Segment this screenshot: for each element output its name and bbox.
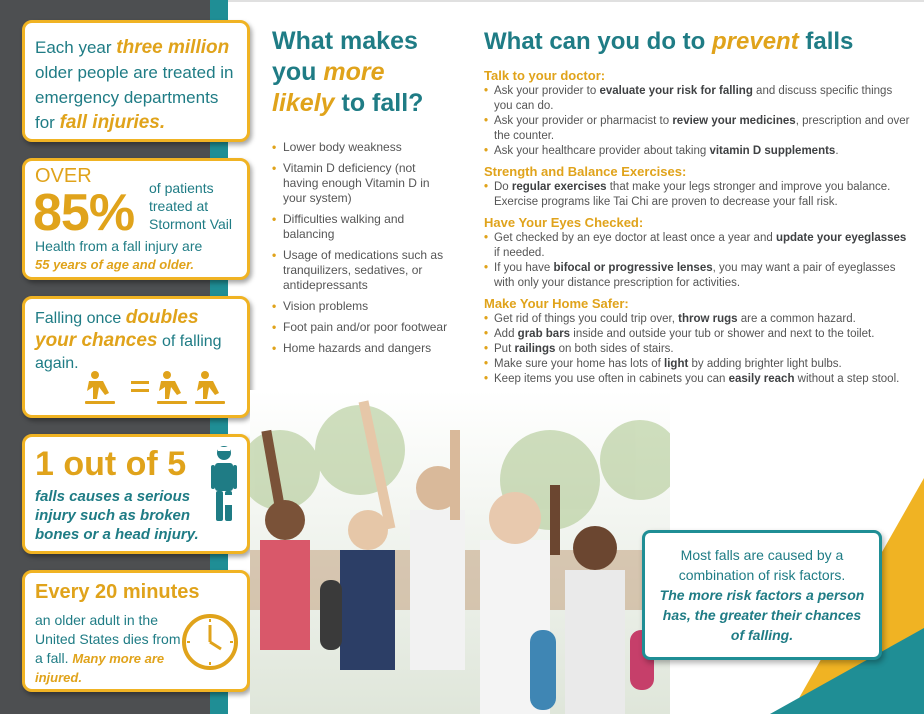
middle-title-post: to fall? bbox=[334, 89, 424, 117]
stat2-bottom bbox=[35, 237, 245, 274]
stat-every-20-minutes bbox=[22, 570, 250, 692]
tip-bold: easily reach bbox=[728, 373, 795, 385]
tip-text: are a common hazard. bbox=[737, 313, 856, 325]
stat2-right-text: of patients treated at Stormont Vail bbox=[149, 180, 232, 232]
stat2-highlight: 55 years of age and older. bbox=[35, 257, 194, 272]
callout-line1: Most falls are caused by a combination of risk factors. bbox=[678, 547, 846, 583]
prevention-sections bbox=[484, 63, 912, 387]
risk-item: • Lower body weakness bbox=[272, 140, 452, 155]
risk-factor-list bbox=[272, 140, 452, 362]
callout-line2: The more risk factors a person has, the greater their chances of falling. bbox=[659, 587, 865, 643]
section-heading: Talk to your doctor: bbox=[484, 68, 606, 83]
stat1-mid: older people are treated in emergency departments for bbox=[35, 63, 234, 132]
stat4-big: 1 out of 5 bbox=[35, 445, 187, 483]
stat2-bottom-text: Health from a fall injury are bbox=[35, 238, 203, 254]
tip-item bbox=[484, 231, 912, 261]
tip-item bbox=[484, 144, 912, 159]
section-list bbox=[484, 312, 912, 387]
tip-bold: review your medicines bbox=[672, 115, 796, 127]
risk-item: • Usage of medications such as tranquilizers, sedatives, or antidepressants bbox=[272, 248, 452, 293]
stat3-pre: Falling once bbox=[35, 310, 126, 327]
tip-text: if needed. bbox=[494, 247, 545, 259]
tip-bold: bifocal or progressive lenses bbox=[553, 262, 713, 274]
tip-text: If you have bbox=[494, 262, 554, 274]
tip-text: . bbox=[835, 145, 839, 157]
clock-icon bbox=[181, 613, 239, 671]
section-extra: Exercise programs like Tai Chi are proven to decrease your fall risk. bbox=[494, 196, 838, 208]
risk-item: • Home hazards and dangers bbox=[272, 341, 452, 356]
tip-item bbox=[484, 84, 912, 114]
stat5-desc: an older adult in the United States dies from a fall. bbox=[35, 612, 181, 666]
tip-text: Keep items you use often in cabinets you can bbox=[494, 373, 729, 385]
right-title-pre: What can you do to bbox=[484, 28, 712, 55]
tip-item bbox=[484, 114, 912, 144]
tip-text: and discuss specific things you can do. bbox=[494, 85, 893, 112]
tip-bold: vitamin D supplements bbox=[709, 145, 836, 157]
section-list bbox=[484, 84, 912, 159]
falling-figures-icon bbox=[85, 367, 245, 407]
tip-bold: railings bbox=[514, 343, 556, 355]
tip-item bbox=[484, 180, 912, 195]
tip-text: that make your legs stronger and improve you balance. bbox=[606, 181, 891, 193]
tip-text: Ask your provider or pharmacist to bbox=[494, 115, 673, 127]
tip-item bbox=[484, 327, 912, 342]
tip-text: , you may want a pair of eyeglasses with only your distance prescription for activities. bbox=[494, 262, 896, 289]
risk-item: • Difficulties walking and balancing bbox=[272, 212, 452, 242]
risk-item: • Vision problems bbox=[272, 299, 452, 314]
section-heading: Have Your Eyes Checked: bbox=[484, 215, 644, 230]
tip-item bbox=[484, 261, 912, 291]
tip-text: without a step stool. bbox=[794, 373, 900, 385]
tip-item bbox=[484, 357, 912, 372]
tip-text: by adding brighter light bulbs. bbox=[688, 358, 842, 370]
right-title-highlight: prevent bbox=[712, 28, 799, 55]
stat3-post: of falling again. bbox=[35, 333, 222, 372]
tip-text: Add bbox=[494, 328, 518, 340]
risk-item: • Foot pain and/or poor footwear bbox=[272, 320, 452, 335]
stat1-highlight2: fall injuries. bbox=[59, 112, 166, 133]
tip-bold: light bbox=[664, 358, 689, 370]
tip-item bbox=[484, 342, 912, 357]
tip-text: Ask your healthcare provider about taking bbox=[494, 145, 710, 157]
middle-title-pre: What makes you bbox=[272, 27, 418, 86]
middle-title-highlight: more likely bbox=[272, 58, 385, 117]
stat5-highlight: Many more are injured. bbox=[35, 651, 165, 685]
tip-text: Get rid of things you could trip over, bbox=[494, 313, 679, 325]
stat1-pre: Each year bbox=[35, 38, 117, 57]
tip-text: inside and outside your tub or shower and next to the toilet. bbox=[570, 328, 875, 340]
section-heading: Strength and Balance Exercises: bbox=[484, 164, 687, 179]
tip-text: Get checked by an eye doctor at least once a year and bbox=[494, 232, 776, 244]
right-title-post: falls bbox=[798, 28, 854, 55]
tip-item bbox=[484, 312, 912, 327]
tip-bold: regular exercises bbox=[511, 181, 607, 193]
risk-callout bbox=[642, 530, 882, 660]
tip-bold: evaluate your risk for falling bbox=[599, 85, 753, 97]
tip-bold: throw rugs bbox=[678, 313, 738, 325]
stat2-percent: 85% bbox=[33, 184, 135, 242]
section-heading: Make Your Home Safer: bbox=[484, 296, 629, 311]
stat2-over: OVER bbox=[35, 165, 92, 187]
middle-title bbox=[272, 26, 452, 119]
stat4-desc: falls causes a serious injury such as broken bones or a head injury. bbox=[35, 488, 199, 543]
tip-text: Do bbox=[494, 181, 512, 193]
risk-item: • Vitamin D deficiency (not having enough Vitamin D in your system) bbox=[272, 161, 452, 206]
tip-text: Make sure your home has lots of bbox=[494, 358, 665, 370]
injured-person-icon bbox=[211, 445, 237, 523]
stat-85-percent bbox=[22, 158, 250, 280]
stat3-highlight: doubles your chances bbox=[35, 307, 199, 351]
stat1-highlight: three million bbox=[116, 37, 230, 58]
stat-one-out-of-five bbox=[22, 434, 250, 554]
stat5-big: Every 20 minutes bbox=[35, 581, 200, 603]
tip-item bbox=[484, 372, 912, 387]
tip-text: on both sides of stairs. bbox=[555, 343, 674, 355]
tip-bold: grab bars bbox=[517, 328, 571, 340]
seniors-exercise-photo bbox=[250, 390, 670, 714]
stat-three-million bbox=[22, 20, 250, 142]
tip-text: , prescription and over the counter. bbox=[494, 115, 910, 142]
tip-text: Put bbox=[494, 343, 515, 355]
tip-bold: update your eyeglasses bbox=[775, 232, 907, 244]
stat5-desc-block bbox=[35, 611, 185, 687]
right-title bbox=[484, 28, 853, 56]
stat-doubles-chances bbox=[22, 296, 250, 418]
section-list bbox=[484, 231, 912, 291]
tip-text: Ask your provider to bbox=[494, 85, 600, 97]
section-list bbox=[484, 180, 912, 195]
